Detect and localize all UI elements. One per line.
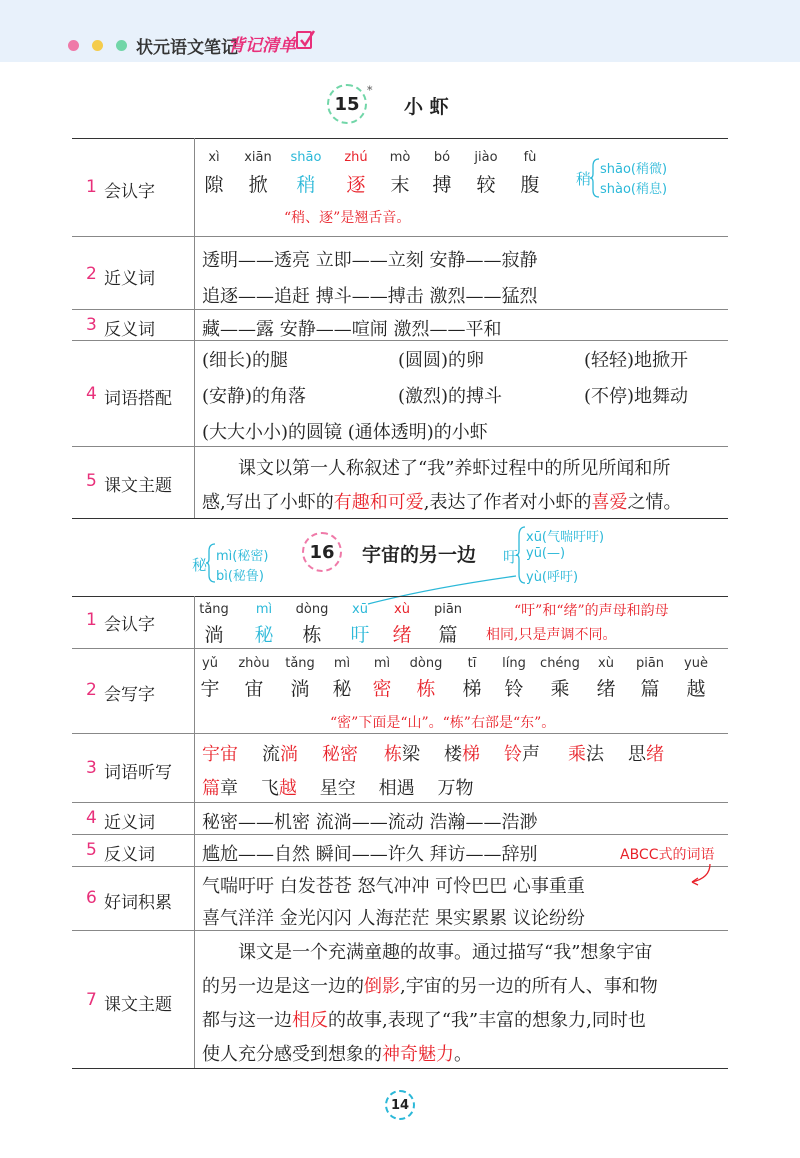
row-label: 词语听写	[104, 763, 172, 783]
good-words-line: 气喘吁吁 白发苍苍 怒气冲冲 可怜巴巴 心事重重	[202, 876, 585, 897]
lesson-15-number: 15	[327, 84, 367, 124]
theme-text: 课文以第一人称叙述了“我”养虾过程中的所见所闻和所	[238, 458, 671, 479]
row-divider	[72, 309, 728, 310]
row-divider	[72, 446, 728, 447]
row-divider	[72, 930, 728, 931]
polyphone-char: 秘	[192, 556, 208, 574]
pinyin: zhú	[344, 150, 368, 165]
checklist-badge: 背记清单	[228, 36, 296, 56]
good-words-line: 喜气洋洋 金光闪闪 人海茫茫 果实累累 议论纷纷	[202, 908, 585, 929]
hanzi: 绪	[392, 624, 412, 646]
pinyin: shāo	[290, 150, 322, 165]
dictation-word: 栋梁	[384, 744, 420, 765]
row-number: 2	[86, 264, 97, 284]
dictation-word: 铃声	[504, 744, 540, 765]
lesson-16-title: 宇宙的另一边	[362, 544, 477, 566]
hanzi: 秘	[332, 678, 352, 700]
hanzi: 乘	[550, 678, 570, 700]
pinyin: mò	[389, 150, 411, 165]
polyphone-reading: yù(呼吁)	[526, 570, 579, 585]
row-label: 课文主题	[104, 476, 172, 496]
dictation-word: 乘法	[568, 744, 604, 765]
theme-text: 的另一边是这一边的倒影,宇宙的另一边的所有人、事和物	[202, 976, 658, 997]
pinyin: dòng	[409, 656, 443, 671]
hanzi: 稍	[296, 174, 316, 196]
brand-title: 状元语文笔记	[136, 38, 238, 58]
synonym-line: 追逐——追赶 搏斗——搏击 激烈——猛烈	[202, 286, 538, 307]
hanzi: 末	[390, 174, 410, 196]
dictation-word: 思绪	[628, 744, 664, 765]
row-label: 近义词	[104, 269, 155, 289]
polyphone-reading: shào(稍息)	[600, 182, 668, 197]
teacher-note: 相同,只是声调不同。	[486, 627, 617, 643]
row-label: 会认字	[104, 182, 155, 202]
pinyin: xiān	[244, 150, 272, 165]
hanzi: 越	[686, 678, 706, 700]
row-number: 1	[86, 610, 97, 630]
row-number: 5	[86, 840, 97, 860]
row-number: 3	[86, 315, 97, 335]
hanzi: 淌	[204, 624, 224, 646]
pinyin: mì	[333, 656, 351, 671]
polyphone-reading: yū(—)	[526, 546, 566, 561]
pinyin: yuè	[684, 656, 708, 671]
collocation: (激烈)的搏斗	[398, 386, 503, 407]
polyphone-reading: mì(秘密)	[216, 549, 269, 564]
pinyin: fù	[523, 150, 537, 165]
dictation-word: 楼梯	[444, 744, 480, 765]
lesson-16-number: 16	[302, 532, 342, 572]
brace-icon	[590, 158, 600, 198]
teacher-note: “密”下面是“山”。“栋”右部是“东”。	[330, 715, 556, 731]
dictation-line: 篇章 飞越 星空 相遇 万物	[202, 778, 474, 799]
row-number: 6	[86, 888, 97, 908]
pinyin: tǎng	[199, 602, 229, 617]
brace-icon	[206, 543, 216, 583]
row-label: 会认字	[104, 615, 155, 635]
collocation: (安静)的角落	[202, 386, 307, 407]
dictation-word: 流淌	[262, 744, 298, 765]
theme-text: 课文是一个充满童趣的故事。通过描写“我”想象宇宙	[238, 942, 653, 963]
hanzi: 密	[372, 678, 392, 700]
pinyin: xù	[598, 656, 614, 671]
row-divider	[72, 236, 728, 237]
row-number: 1	[86, 177, 97, 197]
collocation: (不停)地舞动	[584, 386, 689, 407]
collocation: (圆圆)的卵	[398, 350, 485, 371]
table-border	[72, 1068, 728, 1069]
pinyin: tī	[467, 656, 477, 671]
polyphone-char: 吁	[503, 548, 519, 566]
row-divider	[72, 733, 728, 734]
hanzi: 梯	[462, 678, 482, 700]
collocation: (大大小小)的圆镜 (通体透明)的小虾	[202, 422, 488, 443]
pinyin: tǎng	[285, 656, 315, 671]
hanzi: 掀	[248, 174, 268, 196]
theme-text: 都与这一边相反的故事,表现了“我”丰富的想象力,同时也	[202, 1010, 646, 1031]
dictation-word: 秘密	[322, 744, 358, 765]
lesson-15-title: 小 虾	[404, 96, 449, 118]
pinyin: jiào	[474, 150, 498, 165]
pinyin: mì	[373, 656, 391, 671]
header-bar	[0, 0, 800, 62]
hanzi: 宙	[244, 678, 264, 700]
row-number: 2	[86, 680, 97, 700]
pinyin: xū	[352, 602, 368, 617]
row-label: 会写字	[104, 685, 155, 705]
row-label: 好词积累	[104, 893, 172, 913]
hanzi: 搏	[432, 174, 452, 196]
antonym-line: 藏——露 安静——喧闹 激烈——平和	[202, 319, 502, 340]
polyphone-reading: xū(气喘吁吁)	[526, 530, 605, 545]
theme-text: 使人充分感受到想象的神奇魅力。	[202, 1044, 472, 1065]
pinyin: xì	[208, 150, 220, 165]
pinyin: zhòu	[238, 656, 270, 671]
row-label: 反义词	[104, 845, 155, 865]
hanzi: 隙	[204, 174, 224, 196]
yellow-dot-icon	[92, 40, 103, 51]
hanzi: 秘	[254, 624, 274, 646]
checkbox-icon	[296, 31, 312, 49]
row-label: 近义词	[104, 813, 155, 833]
pink-dot-icon	[68, 40, 79, 51]
pinyin: piān	[433, 602, 463, 617]
row-divider	[72, 648, 728, 649]
row-number: 5	[86, 471, 97, 491]
pinyin: dòng	[295, 602, 329, 617]
collocation: (细长)的腿	[202, 350, 289, 371]
polyphone-reading: shāo(稍微)	[600, 162, 668, 177]
hanzi: 绪	[596, 678, 616, 700]
row-number: 3	[86, 758, 97, 778]
synonym-line: 透明——透亮 立即——立刻 安静——寂静	[202, 250, 538, 271]
pinyin: yǔ	[202, 656, 218, 671]
pinyin: xù	[394, 602, 410, 617]
row-divider	[72, 834, 728, 835]
row-divider	[72, 866, 728, 867]
hanzi: 篇	[438, 624, 458, 646]
hanzi: 宇	[200, 678, 220, 700]
synonym-line: 秘密——机密 流淌——流动 浩瀚——浩渺	[202, 812, 538, 833]
pinyin: chéng	[540, 656, 580, 671]
teacher-note: “稍、逐”是翘舌音。	[284, 210, 411, 226]
lesson-15-star: *	[367, 84, 373, 97]
polyphone-char: 稍	[576, 170, 592, 188]
row-label: 课文主题	[104, 995, 172, 1015]
table-border	[72, 518, 728, 519]
table-border	[72, 138, 728, 139]
hanzi: 吁	[350, 624, 370, 646]
hanzi: 逐	[346, 174, 366, 196]
row-divider	[72, 802, 728, 803]
dictation-word: 宇宙	[202, 744, 238, 765]
row-number: 4	[86, 808, 97, 828]
green-dot-icon	[116, 40, 127, 51]
pinyin: bó	[433, 150, 451, 165]
hanzi: 栋	[302, 624, 322, 646]
teacher-note: “吁”和“绪”的声母和韵母	[514, 603, 669, 619]
antonym-line: 尴尬——自然 瞬间——许久 拜访——辞别	[202, 844, 538, 865]
hanzi: 铃	[504, 678, 524, 700]
collocation: (轻轻)地掀开	[584, 350, 689, 371]
pinyin: mì	[255, 602, 273, 617]
hanzi: 腹	[520, 174, 540, 196]
pointer-arrow-icon	[688, 862, 718, 886]
hanzi: 栋	[416, 678, 436, 700]
pinyin: piān	[635, 656, 665, 671]
abcc-note: ABCC式的词语	[620, 847, 715, 863]
hanzi: 较	[476, 174, 496, 196]
row-label: 词语搭配	[104, 389, 172, 409]
row-label: 反义词	[104, 320, 155, 340]
row-number: 7	[86, 990, 97, 1010]
polyphone-reading: bì(秘鲁)	[216, 569, 265, 584]
row-number: 4	[86, 384, 97, 404]
table-border	[72, 596, 728, 597]
page-number: 14	[385, 1090, 415, 1120]
hanzi: 篇	[640, 678, 660, 700]
theme-text: 感,写出了小虾的有趣和可爱,表达了作者对小虾的喜爱之情。	[202, 492, 682, 513]
hanzi: 淌	[290, 678, 310, 700]
pinyin: líng	[502, 656, 526, 671]
